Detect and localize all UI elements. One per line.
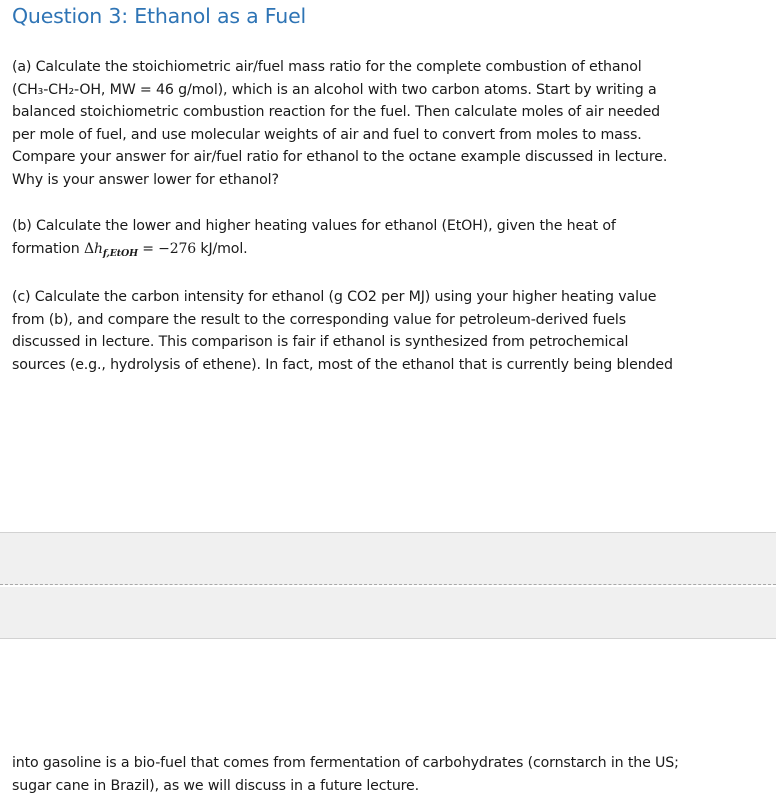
question-heading: Question 3: Ethanol as a Fuel xyxy=(12,4,306,28)
part-b-line: (b) Calculate the lower and higher heating values for ethanol (EtOH), given the heat of xyxy=(12,218,616,234)
part-c-continued-line: into gasoline is a bio-fuel that comes from fermentation of carbohydrates (cornstarch in the US; xyxy=(12,755,679,771)
part-c-line: sources (e.g., hydrolysis of ethene). In fact, most of the ethanol that is currently being blended xyxy=(12,356,673,373)
part-c-line: (c) Calculate the carbon intensity for ethanol (g CO2 per MJ) using your higher heating value xyxy=(12,289,657,305)
part-b-paragraph xyxy=(12,215,767,265)
part-b-suffix: kJ/mol. xyxy=(196,240,248,257)
heat-of-formation-equation xyxy=(84,241,196,257)
part-c-line: discussed in lecture. This comparison is fair if ethanol is synthesized from petrochemical xyxy=(12,334,629,351)
part-a-paragraph xyxy=(12,56,767,192)
part-c-line: from (b), and compare the result to the corresponding value for petroleum-derived fuels xyxy=(12,311,626,328)
delta-symbol: Δ xyxy=(83,240,94,257)
page-gap-top xyxy=(0,532,776,585)
part-a-line: Compare your answer for air/fuel ratio for ethanol to the octane example discussed in lecture. xyxy=(12,149,668,166)
enthalpy-symbol: h xyxy=(93,240,103,257)
part-c-continued-line: sugar cane in Brazil), as we will discuss in a future lecture. xyxy=(12,777,419,794)
part-a-line: balanced stoichiometric combustion reaction for the fuel. Then calculate moles of air needed xyxy=(12,104,661,121)
part-b-formula-line xyxy=(12,238,767,266)
part-c-paragraph xyxy=(12,286,767,376)
page-gap-bottom xyxy=(0,587,776,639)
enthalpy-subscript: f,EtOH xyxy=(102,247,138,259)
part-b-prefix: formation xyxy=(12,240,84,257)
page-break-divider xyxy=(0,584,776,585)
part-c-continued-paragraph xyxy=(12,752,767,797)
part-a-line: (a) Calculate the stoichiometric air/fuel mass ratio for the complete combustion of ethanol xyxy=(12,59,642,75)
equation-value: = −276 xyxy=(137,240,197,257)
part-a-line: Why is your answer lower for ethanol? xyxy=(12,171,279,188)
part-a-line: (CH₃-CH₂-OH, MW = 46 g/mol), which is an alcohol with two carbon atoms. Start by writing a xyxy=(12,81,657,98)
part-a-line: per mole of fuel, and use molecular weights of air and fuel to convert from moles to mass. xyxy=(12,126,642,143)
